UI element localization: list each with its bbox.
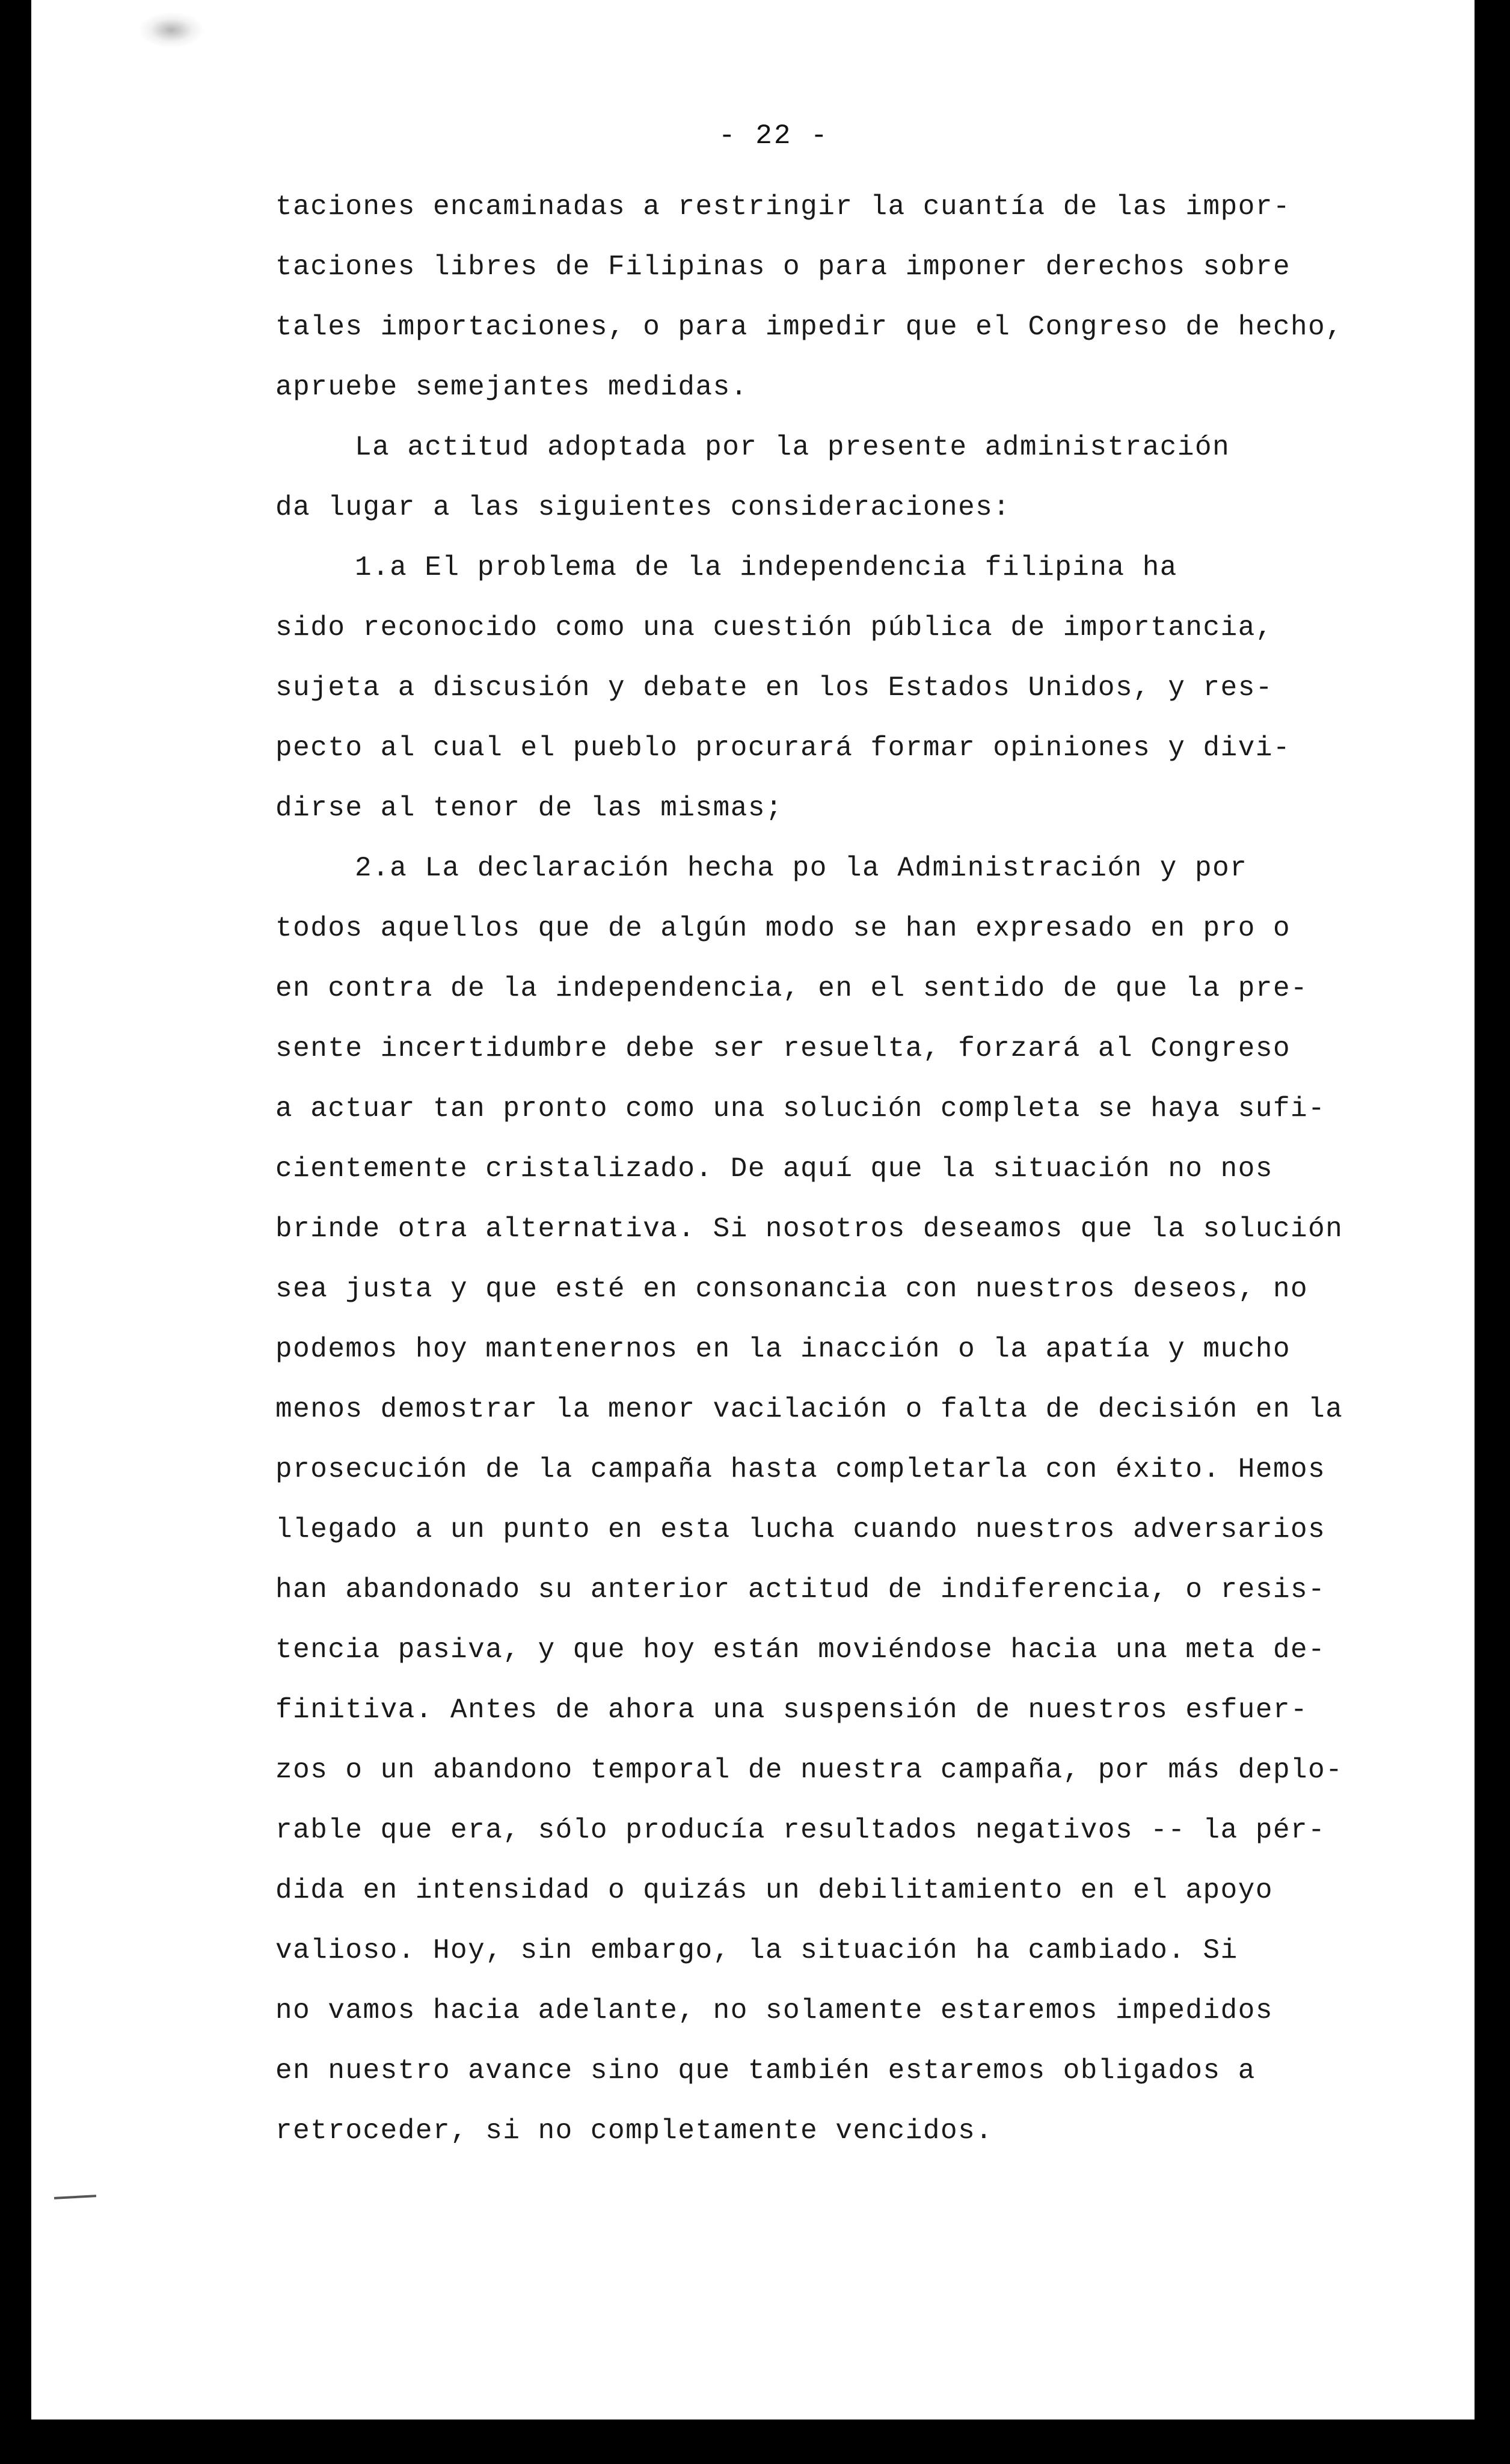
body-line: tencia pasiva, y que hoy están moviéndose hacia una meta de- <box>275 1634 1326 1666</box>
body-line: rable que era, sólo producía resultados negativos -- la pér- <box>275 1815 1326 1846</box>
body-line: en contra de la independencia, en el sentido de que la pre- <box>275 973 1309 1004</box>
body-line: en nuestro avance sino que también estaremos obligados a <box>275 2055 1256 2086</box>
body-line: a actuar tan pronto como una solución completa se haya sufi- <box>275 1093 1326 1124</box>
body-line: sujeta a discusión y debate en los Estados Unidos, y res- <box>275 672 1273 703</box>
body-line: sente incertidumbre debe ser resuelta, forzará al Congreso <box>275 1033 1291 1064</box>
body-line: prosecución de la campaña hasta completarla con éxito. Hemos <box>275 1454 1326 1485</box>
body-line: tales importaciones, o para impedir que el Congreso de hecho, <box>275 311 1343 343</box>
body-line: finitiva. Antes de ahora una suspensión de nuestros esfuer- <box>275 1694 1309 1726</box>
body-line: todos aquellos que de algún modo se han expresado en pro o <box>275 913 1291 944</box>
body-line: llegado a un punto en esta lucha cuando nuestros adversarios <box>275 1514 1326 1545</box>
body-line: dirse al tenor de las mismas; <box>275 792 784 824</box>
body-line: brinde otra alternativa. Si nosotros deseamos que la solución <box>275 1213 1343 1245</box>
body-line: taciones encaminadas a restringir la cuantía de las impor- <box>275 191 1291 222</box>
page-number: - 22 - <box>719 120 829 152</box>
body-line: no vamos hacia adelante, no solamente estaremos impedidos <box>275 1995 1273 2026</box>
body-line: sea justa y que esté en consonancia con nuestros deseos, no <box>275 1273 1309 1305</box>
body-line: dida en intensidad o quizás un debilitamiento en el apoyo <box>275 1875 1273 1906</box>
scan-border-bottom <box>0 2420 1510 2464</box>
ink-smudge <box>138 12 204 48</box>
body-line: podemos hoy mantenernos en la inacción o la apatía y mucho <box>275 1334 1291 1365</box>
body-line: sido reconocido como una cuestión pública de importancia, <box>275 612 1273 643</box>
body-line: pecto al cual el pueblo procurará formar opiniones y divi- <box>275 732 1291 764</box>
scan-border-right <box>1475 0 1510 2464</box>
body-line: cientemente cristalizado. De aquí que la situación no nos <box>275 1153 1273 1184</box>
body-line: han abandonado su anterior actitud de indiferencia, o resis- <box>275 1574 1326 1605</box>
body-line: taciones libres de Filipinas o para imponer derechos sobre <box>275 251 1291 283</box>
body-line: 2.a La declaración hecha po la Administración y por <box>355 853 1248 884</box>
body-line: La actitud adoptada por la presente administración <box>355 432 1230 463</box>
body-line: apruebe semejantes medidas. <box>275 372 748 403</box>
body-line: valioso. Hoy, sin embargo, la situación ha cambiado. Si <box>275 1935 1238 1966</box>
body-line: 1.a El problema de la independencia filipina ha <box>355 552 1177 583</box>
body-line: retroceder, si no completamente vencidos. <box>275 2115 993 2147</box>
body-line: da lugar a las siguientes consideraciones: <box>275 492 1011 523</box>
body-line: menos demostrar la menor vacilación o falta de decisión en la <box>275 1394 1343 1425</box>
body-line: zos o un abandono temporal de nuestra campaña, por más deplo- <box>275 1755 1343 1786</box>
